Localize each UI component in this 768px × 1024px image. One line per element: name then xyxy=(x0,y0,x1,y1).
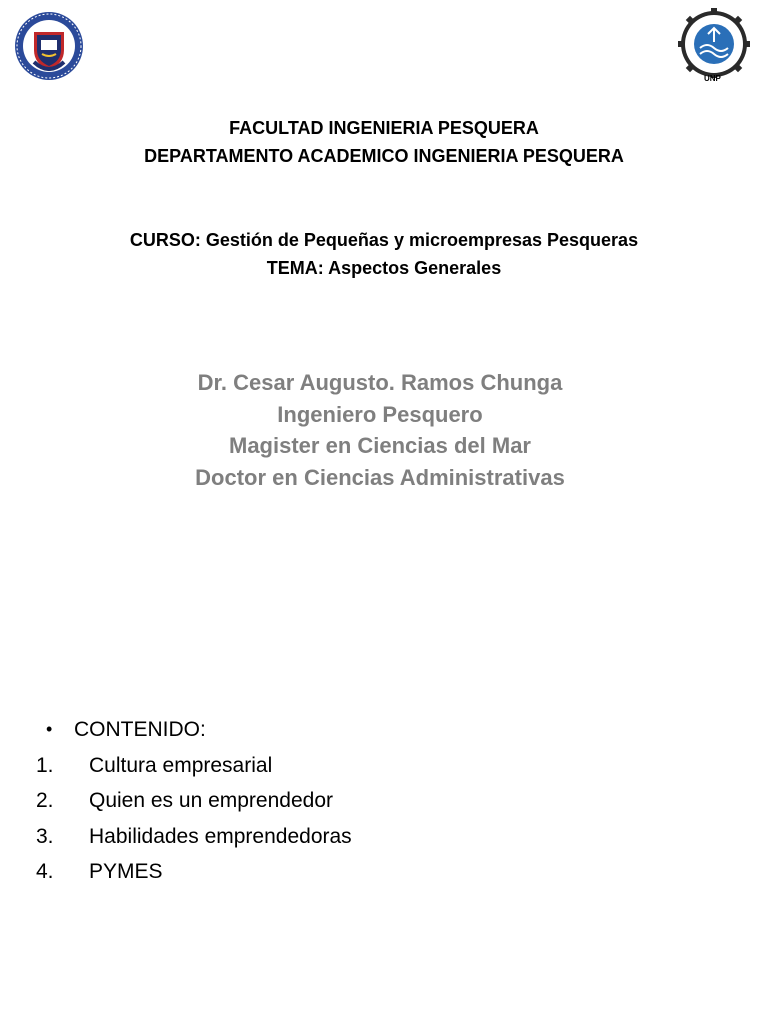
list-item xyxy=(0,748,768,784)
emblem-caption: UNP xyxy=(704,74,721,83)
author-title-2: Magister en Ciencias del Mar xyxy=(229,433,531,458)
list-item-text: Quien es un emprendedor xyxy=(89,789,333,812)
list-item-number: 1. xyxy=(36,753,54,777)
department-name: DEPARTAMENTO ACADEMICO INGENIERIA PESQUERA xyxy=(144,146,624,166)
course-title: CURSO: Gestión de Pequeñas y microempresas Pesqueras xyxy=(129,230,639,250)
list-item xyxy=(0,854,768,890)
author-name: Dr. Cesar Augusto. Ramos Chunga xyxy=(197,370,563,395)
author-title-1: Ingeniero Pesquero xyxy=(277,401,483,427)
list-item-number: 2. xyxy=(36,789,54,812)
list-item-text: PYMES xyxy=(89,860,163,883)
list-item-number: 4. xyxy=(36,860,54,883)
list-item-number: 3. xyxy=(36,824,54,848)
contents-heading: CONTENIDO: xyxy=(74,718,206,741)
university-crest-icon xyxy=(12,10,86,82)
list-item xyxy=(0,783,768,819)
author-title-3: Doctor en Ciencias Administrativas xyxy=(195,464,565,490)
faculty-name: FACULTAD INGENIERIA PESQUERA xyxy=(229,118,539,138)
university-crest-logo xyxy=(12,10,86,82)
list-item xyxy=(0,819,768,855)
author-block xyxy=(0,367,760,493)
list-item-text: Cultura empresarial xyxy=(89,753,273,777)
course-heading xyxy=(0,226,768,282)
list-item-text: Habilidades emprendedoras xyxy=(89,824,352,848)
contents-heading-row xyxy=(0,712,768,748)
faculty-heading xyxy=(0,114,768,170)
contents-list xyxy=(0,712,768,890)
topic-title: TEMA: Aspectos Generales xyxy=(266,258,502,278)
faculty-emblem-logo xyxy=(676,8,752,86)
bullet-icon: • xyxy=(46,719,53,739)
